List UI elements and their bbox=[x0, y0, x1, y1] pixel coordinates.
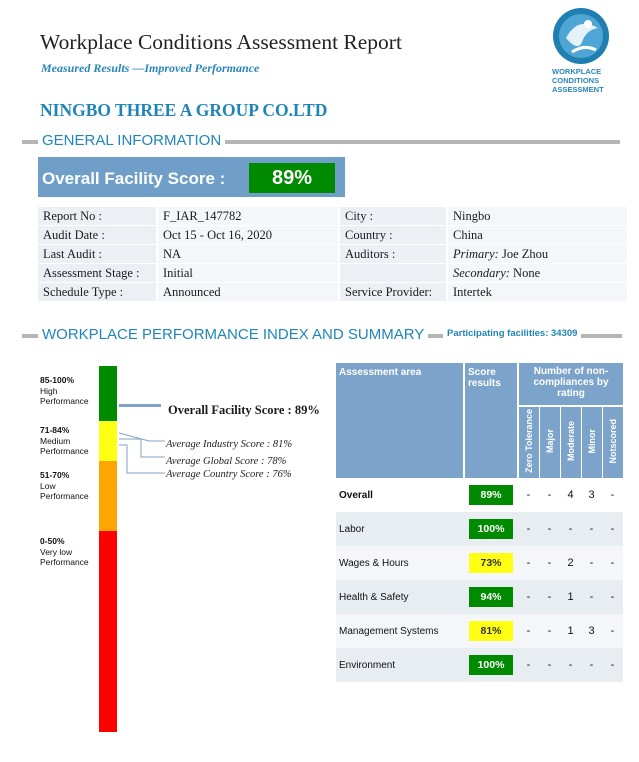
table-row bbox=[336, 614, 623, 648]
info-label: Assessment Stage : bbox=[38, 264, 156, 283]
overall-score-marker bbox=[119, 404, 161, 407]
overall-score-marker-label: Overall Facility Score : 89% bbox=[168, 403, 320, 417]
overall-score-label: Overall Facility Score : bbox=[42, 169, 226, 188]
count-cell: - bbox=[526, 625, 531, 637]
info-value: Initial bbox=[158, 264, 338, 283]
participating-facilities: Participating facilities: 34309 bbox=[443, 328, 581, 339]
info-row bbox=[38, 283, 627, 302]
count-cell: - bbox=[568, 523, 573, 535]
band-low bbox=[99, 461, 117, 531]
average-industry-score: Average Industry Score : 81% bbox=[166, 439, 293, 450]
info-label: Schedule Type : bbox=[38, 283, 156, 302]
info-value: F_IAR_147782 bbox=[158, 207, 338, 226]
count-cell: - bbox=[547, 557, 552, 569]
score-scale-bar bbox=[99, 366, 117, 732]
row-score bbox=[464, 614, 518, 648]
info-label: City : bbox=[340, 207, 446, 226]
table-row bbox=[336, 546, 623, 580]
row-area: Management Systems bbox=[339, 625, 439, 637]
info-value: Announced bbox=[158, 283, 338, 302]
info-row bbox=[38, 226, 627, 245]
info-value: China bbox=[448, 226, 627, 245]
score-pill: 94% bbox=[469, 587, 513, 607]
band-high bbox=[99, 366, 117, 421]
wca-logo bbox=[548, 8, 618, 98]
auditor-secondary: Secondary: None bbox=[448, 264, 627, 283]
info-row bbox=[38, 207, 627, 226]
count-cell: - bbox=[589, 591, 594, 603]
info-value: Intertek bbox=[448, 283, 627, 302]
count-cell: 2 bbox=[567, 557, 574, 569]
header-moderate: Moderate bbox=[560, 406, 581, 478]
score-pill: 73% bbox=[469, 553, 513, 573]
general-info-table bbox=[38, 207, 627, 302]
logo-text-2: CONDITIONS bbox=[552, 76, 600, 85]
average-global-score: Average Global Score : 78% bbox=[166, 456, 287, 467]
count-cell: - bbox=[589, 523, 594, 535]
band-label-high: 85-100% High Performance bbox=[40, 375, 89, 406]
info-label bbox=[340, 264, 446, 283]
count-cell: - bbox=[610, 523, 615, 535]
info-value: Ningbo bbox=[448, 207, 627, 226]
logo-text-1: WORKPLACE bbox=[552, 67, 602, 76]
header-notscored: Notscored bbox=[602, 406, 623, 478]
count-cell: - bbox=[547, 489, 552, 501]
count-cell: - bbox=[526, 523, 531, 535]
band-label-very-low: 0-50% Very low Performance bbox=[40, 536, 89, 567]
band-label-medium: 71-84% Medium Performance bbox=[40, 425, 89, 456]
row-score bbox=[464, 648, 518, 682]
performance-summary-table bbox=[336, 363, 623, 682]
info-label: Audit Date : bbox=[38, 226, 156, 245]
band-label-low: 51-70% Low Performance bbox=[40, 470, 89, 501]
average-connectors bbox=[117, 425, 167, 475]
report-subtitle: Measured Results —Improved Performance bbox=[41, 61, 260, 75]
info-label: Auditors : bbox=[340, 245, 446, 264]
header-major: Major bbox=[539, 406, 560, 478]
count-cell: - bbox=[610, 591, 615, 603]
count-cell: - bbox=[568, 659, 573, 671]
info-label: Country : bbox=[340, 226, 446, 245]
info-label: Service Provider: bbox=[340, 283, 446, 302]
count-cell: - bbox=[610, 625, 615, 637]
band-very-low bbox=[99, 531, 117, 732]
wca-logo-icon bbox=[548, 8, 618, 98]
info-value: Oct 15 - Oct 16, 2020 bbox=[158, 226, 338, 245]
header-assessment-area: Assessment area bbox=[336, 363, 464, 478]
header-non-compliances: Number of non-compliances by rating bbox=[518, 363, 623, 406]
count-cell: 3 bbox=[588, 625, 595, 637]
info-row bbox=[38, 264, 627, 283]
row-area: Labor bbox=[339, 523, 365, 535]
report-title: Workplace Conditions Assessment Report bbox=[40, 30, 402, 54]
score-pill: 81% bbox=[469, 621, 513, 641]
header-minor: Minor bbox=[581, 406, 602, 478]
info-value: NA bbox=[158, 245, 338, 264]
count-cell: 1 bbox=[567, 625, 574, 637]
row-score bbox=[464, 546, 518, 580]
info-label: Last Audit : bbox=[38, 245, 156, 264]
count-cell: - bbox=[610, 489, 615, 501]
header-score-results: Score results bbox=[464, 363, 518, 478]
band-medium bbox=[99, 421, 117, 461]
count-cell: - bbox=[610, 557, 615, 569]
score-pill: 89% bbox=[469, 485, 513, 505]
average-country-score: Average Country Score : 76% bbox=[166, 469, 292, 480]
row-area: Environment bbox=[339, 659, 396, 671]
overall-score-value: 89% bbox=[249, 163, 335, 193]
count-cell: - bbox=[547, 523, 552, 535]
count-cell: - bbox=[526, 659, 531, 671]
auditor-primary: Primary: Joe Zhou bbox=[448, 245, 627, 264]
count-cell: - bbox=[547, 659, 552, 671]
row-area: Overall bbox=[339, 489, 373, 501]
performance-heading: WORKPLACE PERFORMANCE INDEX AND SUMMARY bbox=[38, 326, 428, 343]
table-row bbox=[336, 648, 623, 682]
count-cell: - bbox=[526, 489, 531, 501]
row-area: Wages & Hours bbox=[339, 557, 409, 569]
logo-text-3: ASSESSMENT bbox=[552, 85, 604, 94]
score-pill: 100% bbox=[469, 655, 513, 675]
count-cell: - bbox=[526, 591, 531, 603]
row-area: Health & Safety bbox=[339, 591, 409, 603]
score-pill: 100% bbox=[469, 519, 513, 539]
count-cell: 3 bbox=[588, 489, 595, 501]
table-row bbox=[336, 512, 623, 546]
header-zero-tolerance: Zero Tolerance bbox=[518, 406, 539, 478]
count-cell: 4 bbox=[567, 489, 574, 501]
count-cell: - bbox=[610, 659, 615, 671]
count-cell: - bbox=[589, 659, 594, 671]
count-cell: 1 bbox=[567, 591, 574, 603]
count-cell: - bbox=[526, 557, 531, 569]
count-cell: - bbox=[547, 625, 552, 637]
row-score bbox=[464, 478, 518, 512]
company-name: NINGBO THREE A GROUP CO.LTD bbox=[40, 100, 328, 120]
table-row bbox=[336, 580, 623, 614]
count-cell: - bbox=[589, 557, 594, 569]
row-score bbox=[464, 580, 518, 614]
table-row bbox=[336, 478, 623, 512]
general-info-heading: GENERAL INFORMATION bbox=[38, 132, 225, 149]
info-label: Report No : bbox=[38, 207, 156, 226]
row-score bbox=[464, 512, 518, 546]
count-cell: - bbox=[547, 591, 552, 603]
info-row bbox=[38, 245, 627, 264]
